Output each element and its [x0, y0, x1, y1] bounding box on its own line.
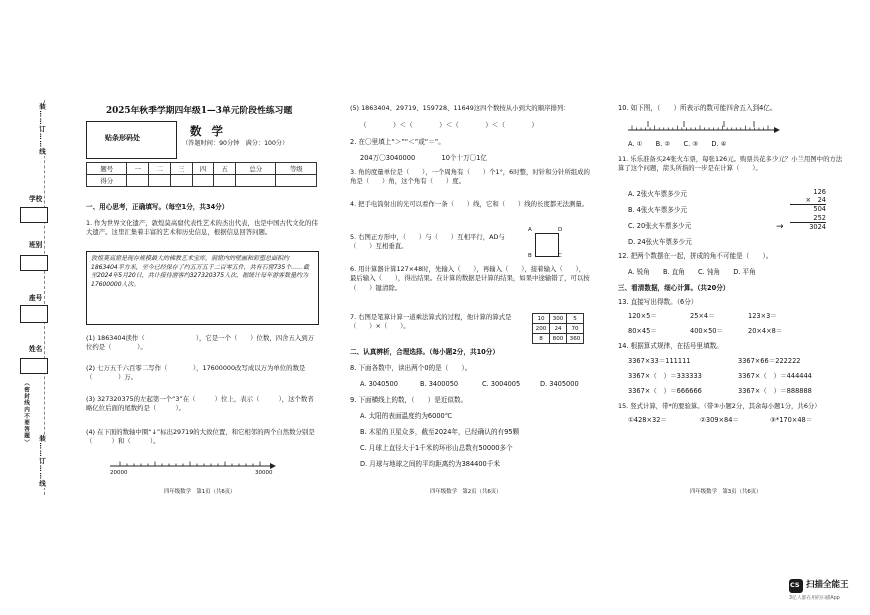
- q11-option-a[interactable]: A. 2张火车票多少元: [628, 190, 687, 198]
- table-cell: 800: [550, 334, 567, 344]
- arrow-icon: →: [776, 222, 784, 232]
- page1-footer: 四年级数学 第1页（共6页）: [164, 489, 236, 495]
- q1-3: (3) 327320375的左起第一个“3”在（ ）位上，表示（ ），这个数省略亿位后面的尾数约是（ ）。: [86, 395, 314, 413]
- binding-top-mark: 装……订……线: [38, 103, 46, 156]
- q13-item: 20×4×8＝: [748, 327, 783, 335]
- score-input[interactable]: [192, 175, 214, 187]
- axis-left-label: 20000: [110, 470, 128, 476]
- binding-bottom-mark: 装……订……线: [38, 435, 46, 488]
- q11-option-b[interactable]: B. 4张火车票多少元: [628, 206, 688, 214]
- square-label-b: B: [528, 253, 532, 259]
- passage-box: [86, 251, 319, 325]
- q9: 9. 下面横线上的数，（ ）是近似数。: [350, 396, 468, 404]
- table-cell: 360: [567, 334, 584, 344]
- q8-option-c[interactable]: C. 3004005: [482, 380, 521, 388]
- score-input[interactable]: [149, 175, 171, 187]
- table-cell: 5: [567, 314, 584, 324]
- q11-option-c[interactable]: C. 20张火车票多少元: [628, 222, 692, 230]
- q10: 10. 如下图，（ ）所表示的数可能四舍五入到4亿。: [618, 104, 777, 112]
- label-seat: 座号: [29, 294, 43, 302]
- q1-5: (5) 1863404、29719、159728、11649这四个数按从小到大的顺序排列：: [350, 104, 570, 112]
- square-figure: [535, 233, 559, 257]
- q1-2: (2) 七万五千六百零二写作（ ），17600000改写成以万为单位的数是（ ）万。: [86, 364, 306, 382]
- q10-options[interactable]: A. ① B. ② C. ③ D. ④: [628, 140, 727, 148]
- q8-option-d[interactable]: D. 3405000: [540, 380, 579, 388]
- score-input[interactable]: [235, 175, 275, 187]
- q15: 15. 竖式计算，带*的要验算。（带③小题2分，其余每小题1分，共6分）: [618, 402, 821, 410]
- q12: 12. 把两个数摆在一起，拼成的角不可能是（ ）。: [618, 252, 773, 260]
- score-input[interactable]: [276, 175, 317, 187]
- score-cell: 一: [127, 163, 149, 175]
- q13-item: 80×45＝: [628, 327, 657, 335]
- score-cell: 五: [214, 163, 236, 175]
- table-cell: 10: [533, 314, 550, 324]
- exam-meta: （答题时间：90分钟 满分：100分）: [182, 140, 289, 147]
- table-cell: 24: [550, 324, 567, 334]
- label-name: 姓名: [29, 345, 43, 353]
- table-cell: 200: [533, 324, 550, 334]
- score-cell: 四: [192, 163, 214, 175]
- score-table: [86, 162, 317, 187]
- scanner-name: 扫描全能王: [806, 580, 849, 590]
- calc-line: × 24: [790, 196, 826, 205]
- square-label-c: C: [558, 253, 562, 259]
- table-cell: 8: [533, 334, 550, 344]
- q13-item: 123×3＝: [748, 312, 777, 320]
- score-cell: 等级: [276, 163, 317, 175]
- q14-item: 3367×（ ）＝666666: [628, 387, 702, 395]
- q1-intro: 1. 作为世界文化遗产，敦煌莫高窟代表性艺术的杰出代表，也是中国古代文化的伟大遗产。这里汇集着丰富的艺术和历史信息，根据信息回答问题。: [86, 219, 318, 237]
- q8-option-b[interactable]: B. 3400050: [420, 380, 459, 388]
- table-cell: 70: [567, 324, 584, 334]
- score-header-row: [87, 163, 317, 175]
- q9-option-d[interactable]: D. 月球与地球之间的平均距离约为384400千米: [360, 460, 500, 468]
- calc-line: 126: [813, 188, 826, 196]
- section1-title: 一、用心思考，正确填写。（每空1分，共34分）: [86, 203, 229, 211]
- q4: 4. 把手电筒射出的光可以看作一条（ ）线，它和（ ）线的长度都无法测量。: [350, 200, 589, 208]
- calc-line: 504: [813, 205, 826, 214]
- page3-footer: 四年级数学 第3页（共6页）: [690, 489, 762, 495]
- calc-line: 3024: [809, 222, 826, 231]
- number-table: [532, 313, 584, 344]
- table-row: [533, 324, 584, 334]
- axis-right-label: 30000: [255, 470, 273, 476]
- square-label-d: D: [558, 227, 563, 233]
- table-cell: 300: [550, 314, 567, 324]
- q14-item: 3367×33＝111111: [628, 357, 691, 365]
- scanner-logo-icon: [789, 579, 803, 593]
- barcode-box: [86, 121, 177, 159]
- q2: 2. 在〇里填上“＞”“＜”或“＝”。: [350, 138, 445, 146]
- q13: 13. 直接写出得数。（6分）: [618, 298, 698, 306]
- q13-item: 120×5＝: [628, 312, 657, 320]
- q1-5-blanks: （ ）＜（ ）＜（ ）＜（ ）: [360, 121, 539, 129]
- q9-option-c[interactable]: C. 月球上直径大于1千米的环形山总数有50000多个: [360, 444, 513, 452]
- section3-title: 三、看清数据，细心计算。（共20分）: [618, 284, 730, 292]
- score-value-row: [87, 175, 317, 187]
- score-input[interactable]: [214, 175, 236, 187]
- scanner-sub: 3亿人都在用的扫描App: [789, 596, 840, 601]
- score-input[interactable]: [127, 175, 149, 187]
- score-cell: 得分: [87, 175, 127, 187]
- score-cell: 二: [149, 163, 171, 175]
- page2-footer: 四年级数学 第2页（共6页）: [430, 489, 502, 495]
- q13-item: 400×50＝: [690, 327, 724, 335]
- q14-item: 3367×（ ）＝333333: [628, 372, 702, 380]
- vertical-calculation: [790, 188, 826, 231]
- q10-number-line: [626, 118, 782, 138]
- table-row: [533, 314, 584, 324]
- q3: 3. 角的度量单位是（ ），一个周角有（ ）个1°，6时整，时针和分针所组成的角是（ ）角，这个角有（ ）度。: [350, 168, 590, 186]
- class-slot[interactable]: [20, 255, 48, 271]
- q15-item: ②309×84＝: [700, 416, 740, 424]
- q15-item: ③*170×48＝: [770, 416, 813, 424]
- label-class: 班别: [29, 241, 43, 249]
- passage-text: 敦煌莫高窟是现存规模最大的佛教艺术宝库，洞窟内的壁画和彩塑总面积约1863404平方米，至今已经保存了约五万五千二百零五件，共有石窟735个……截至2024年5月20日，共计接待游客约327320375人次，据统计每年游客数量约为17600000人次。: [91, 255, 310, 289]
- table-row: [533, 334, 584, 344]
- barcode-label: 贴条形码处: [105, 134, 140, 142]
- q1-1: (1) 1863404读作（ ），它是一个（ ）位数，四舍五入到万位约是（ ）。: [86, 334, 315, 352]
- q11-option-d[interactable]: D. 24张火车票多少元: [628, 238, 692, 246]
- score-cell: 三: [170, 163, 192, 175]
- school-slot[interactable]: [20, 207, 48, 223]
- binding-strip: [0, 0, 76, 615]
- q14: 14. 根据算式规律，在括号里填数。: [618, 342, 723, 350]
- q8-option-a[interactable]: A. 3040500: [360, 380, 398, 388]
- q11: 11. 乐乐准备买24张火车票，每张126元。购票共花多少元？小兰用图中的方法算了这个问题，箭头所指的一步是在计算（ ）。: [618, 155, 843, 173]
- score-cell: 总分: [235, 163, 275, 175]
- subject-title: 数 学: [190, 124, 227, 138]
- number-line: [108, 458, 278, 480]
- q5: 5. 右图正方形中，（ ）与（ ）互相平行，AD与（ ）互相垂直。: [350, 233, 505, 251]
- label-school: 学校: [29, 195, 43, 203]
- q9-option-a[interactable]: A. 太阳的表面温度约为6000℃: [360, 412, 453, 420]
- q6: 6. 用计算器计算127×48时，先输入（ ），再输入（ ），接着输入（ ），最后输入（ ），得出结果。在计算的数据是计算的结果，如果中途输错了，可以按（ ）键清除。: [350, 265, 590, 292]
- q2-items: 204万〇3040000 10个十万〇1亿: [360, 154, 488, 162]
- calc-line: 252: [790, 214, 826, 223]
- square-label-a: A: [528, 227, 532, 233]
- section2-title: 二、认真辨析，合理选择。（每小题2分，共10分）: [350, 348, 499, 356]
- scanner-badge: CS: [790, 581, 800, 589]
- scanner-watermark: [789, 579, 869, 609]
- score-input[interactable]: [170, 175, 192, 187]
- q7: 7. 右图是笔算计算一道乘法算式的过程，他计算的算式是（ ）×（ ）。: [350, 313, 512, 331]
- score-cell: 题号: [87, 163, 127, 175]
- q14-item: 3367×66＝222222: [738, 357, 801, 365]
- q1-4: (4) 在下面的数轴中圈“↓”标出29719的大致位置，和它相邻的两个自然数分别是（ ）和（ ）。: [86, 428, 315, 446]
- q15-item: ①428×32＝: [628, 416, 668, 424]
- q14-item: 3367×（ ）＝888888: [738, 387, 812, 395]
- exam-title: 2025年秋季学期四年级1—3单元阶段性练习题: [106, 106, 293, 116]
- binding-note: （密封线内不要答题）: [23, 380, 29, 446]
- seat-slot[interactable]: [20, 305, 48, 323]
- q13-item: 25×4＝: [690, 312, 715, 320]
- q8: 8. 下面各数中，读出两个0的是（ ）。: [350, 364, 472, 372]
- q9-option-b[interactable]: B. 木星的卫星众多，截至2024年，已经确认的有95颗: [360, 428, 520, 436]
- q14-item: 3367×（ ）＝444444: [738, 372, 812, 380]
- name-slot[interactable]: [20, 358, 48, 374]
- q12-options[interactable]: A. 锐角 B. 直角 C. 钝角 D. 平角: [628, 268, 756, 276]
